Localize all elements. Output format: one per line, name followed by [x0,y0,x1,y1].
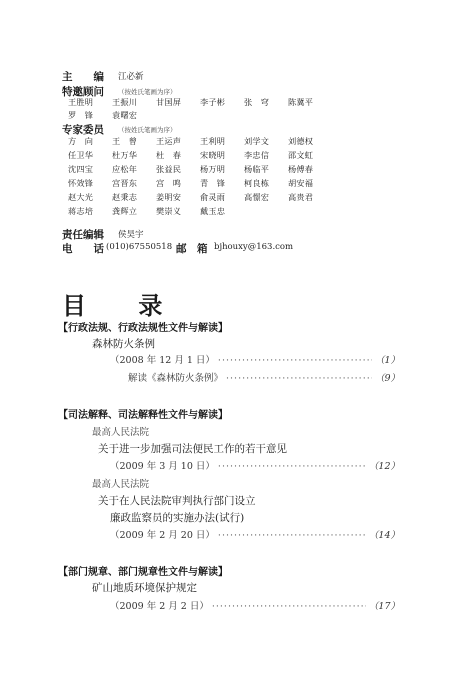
toc-entry-dateline[interactable] [110,527,400,541]
toc-entry-title-cont[interactable]: 廉政监察员的实施办法(试行) [110,512,245,524]
advisor-name: 张 穹 [244,97,270,107]
committee-row-2 [68,150,332,161]
committee-name: 王利明 [200,136,226,146]
committee-name: 杨万明 [200,164,226,174]
advisors-row-1 [68,97,332,108]
committee-name: 刘学文 [244,136,270,146]
committee-name: 杜万华 [112,150,138,160]
page-number: （14） [368,530,400,541]
committee-name: 青 锋 [200,178,226,188]
leader-dots [212,601,366,612]
section-heading: 【司法解释、司法解释性文件与解读】 [58,410,228,421]
resp-editor-label: 责任编辑 [62,229,104,241]
advisors-row-2 [68,110,156,121]
committee-label: 专家委员 [62,124,104,136]
page-number: （17） [368,601,400,612]
toc-title: 目 录 [62,292,185,320]
advisors-note: （按姓氏笔画为序） [118,88,177,96]
committee-name: 俞灵雨 [200,192,226,202]
committee-name: 怀效锋 [68,178,94,188]
committee-row-5 [68,192,332,203]
issuer: 最高人民法院 [92,479,150,490]
committee-name: 邵文虹 [288,150,314,160]
committee-name: 宫 鸣 [156,178,182,188]
page-number: （9） [374,373,400,384]
committee-name: 赵秉志 [112,192,138,202]
interp-title: 解读《森林防火条例》 [128,373,224,384]
committee-name: 杜 春 [156,150,182,160]
leader-dots [226,373,372,384]
committee-name: 杨傅春 [288,164,314,174]
committee-row-1 [68,136,332,147]
committee-name: 任卫华 [68,150,94,160]
committee-row-4 [68,178,332,189]
committee-name: 宋晓明 [200,150,226,160]
entry-date: （2009 年 3 月 10 日） [110,461,215,472]
committee-row-3 [68,164,332,175]
committee-name: 姜明安 [156,192,182,202]
committee-name: 王运声 [156,136,182,146]
committee-name: 蒋志培 [68,206,94,216]
toc-entry-title[interactable]: 关于进一步加强司法便民工作的若干意见 [98,443,287,455]
toc-entry-dateline[interactable] [110,352,400,366]
toc-entry-interp[interactable] [128,370,400,384]
committee-name: 王 曾 [112,136,138,146]
section-heading: 【行政法规、行政法规性文件与解读】 [58,323,228,334]
committee-name: 张益民 [156,164,182,174]
committee-note: （按姓氏笔画为序） [118,126,177,134]
entry-date: （2009 年 2 月 20 日） [110,530,215,541]
committee-name: 戴玉忠 [200,206,226,216]
resp-editor-name: 侯昊宇 [118,230,144,240]
toc-entry-title[interactable]: 关于在人民法院审判执行部门设立 [98,495,256,507]
section-heading: 【部门规章、部门规章性文件与解读】 [58,567,228,578]
committee-name: 柯良栋 [244,178,270,188]
phone-value: (010)67550518 [106,242,173,252]
advisor-name: 罗 锋 [68,110,94,120]
committee-name: 沈四宝 [68,164,94,174]
toc-entry-dateline[interactable] [110,598,400,612]
toc-entry-title[interactable]: 矿山地质环境保护规定 [92,582,197,594]
advisor-name: 李子彬 [200,97,226,107]
committee-name: 高贵君 [288,192,314,202]
advisor-name: 袁曙宏 [112,110,138,120]
editor-name: 江必新 [118,72,144,82]
committee-row-6 [68,206,244,217]
phone-label: 电 话 [62,243,104,255]
page-number: （1） [374,355,400,366]
advisor-name: 陈冀平 [288,97,314,107]
advisor-name: 甘国屏 [156,97,182,107]
email-value: bjhouxy@163.com [214,242,294,252]
committee-name: 高憬宏 [244,192,270,202]
editor-label: 主 编 [62,71,104,83]
committee-name: 刘德权 [288,136,314,146]
email-label: 邮 箱 [176,243,208,255]
advisor-name: 王胜明 [68,97,94,107]
committee-name: 李忠信 [244,150,270,160]
page-number: （12） [368,461,400,472]
committee-name: 龚辉立 [112,206,138,216]
entry-date: （2009 年 2 月 2 日） [110,601,209,612]
advisors-label: 特邀顾问 [62,86,104,98]
advisor-name: 王振川 [112,97,138,107]
committee-name: 杨临平 [244,164,270,174]
toc-entry-title[interactable]: 森林防火条例 [92,338,155,350]
committee-name: 应松年 [112,164,138,174]
leader-dots [218,461,366,472]
leader-dots [218,355,372,366]
leader-dots [218,530,366,541]
committee-name: 宫晋东 [112,178,138,188]
entry-date: （2008 年 12 月 1 日） [110,355,215,366]
committee-name: 樊崇义 [156,206,182,216]
committee-name: 胡安福 [288,178,314,188]
toc-entry-dateline[interactable] [110,458,400,472]
committee-name: 方 向 [68,136,94,146]
committee-name: 赵大光 [68,192,94,202]
issuer: 最高人民法院 [92,427,150,438]
